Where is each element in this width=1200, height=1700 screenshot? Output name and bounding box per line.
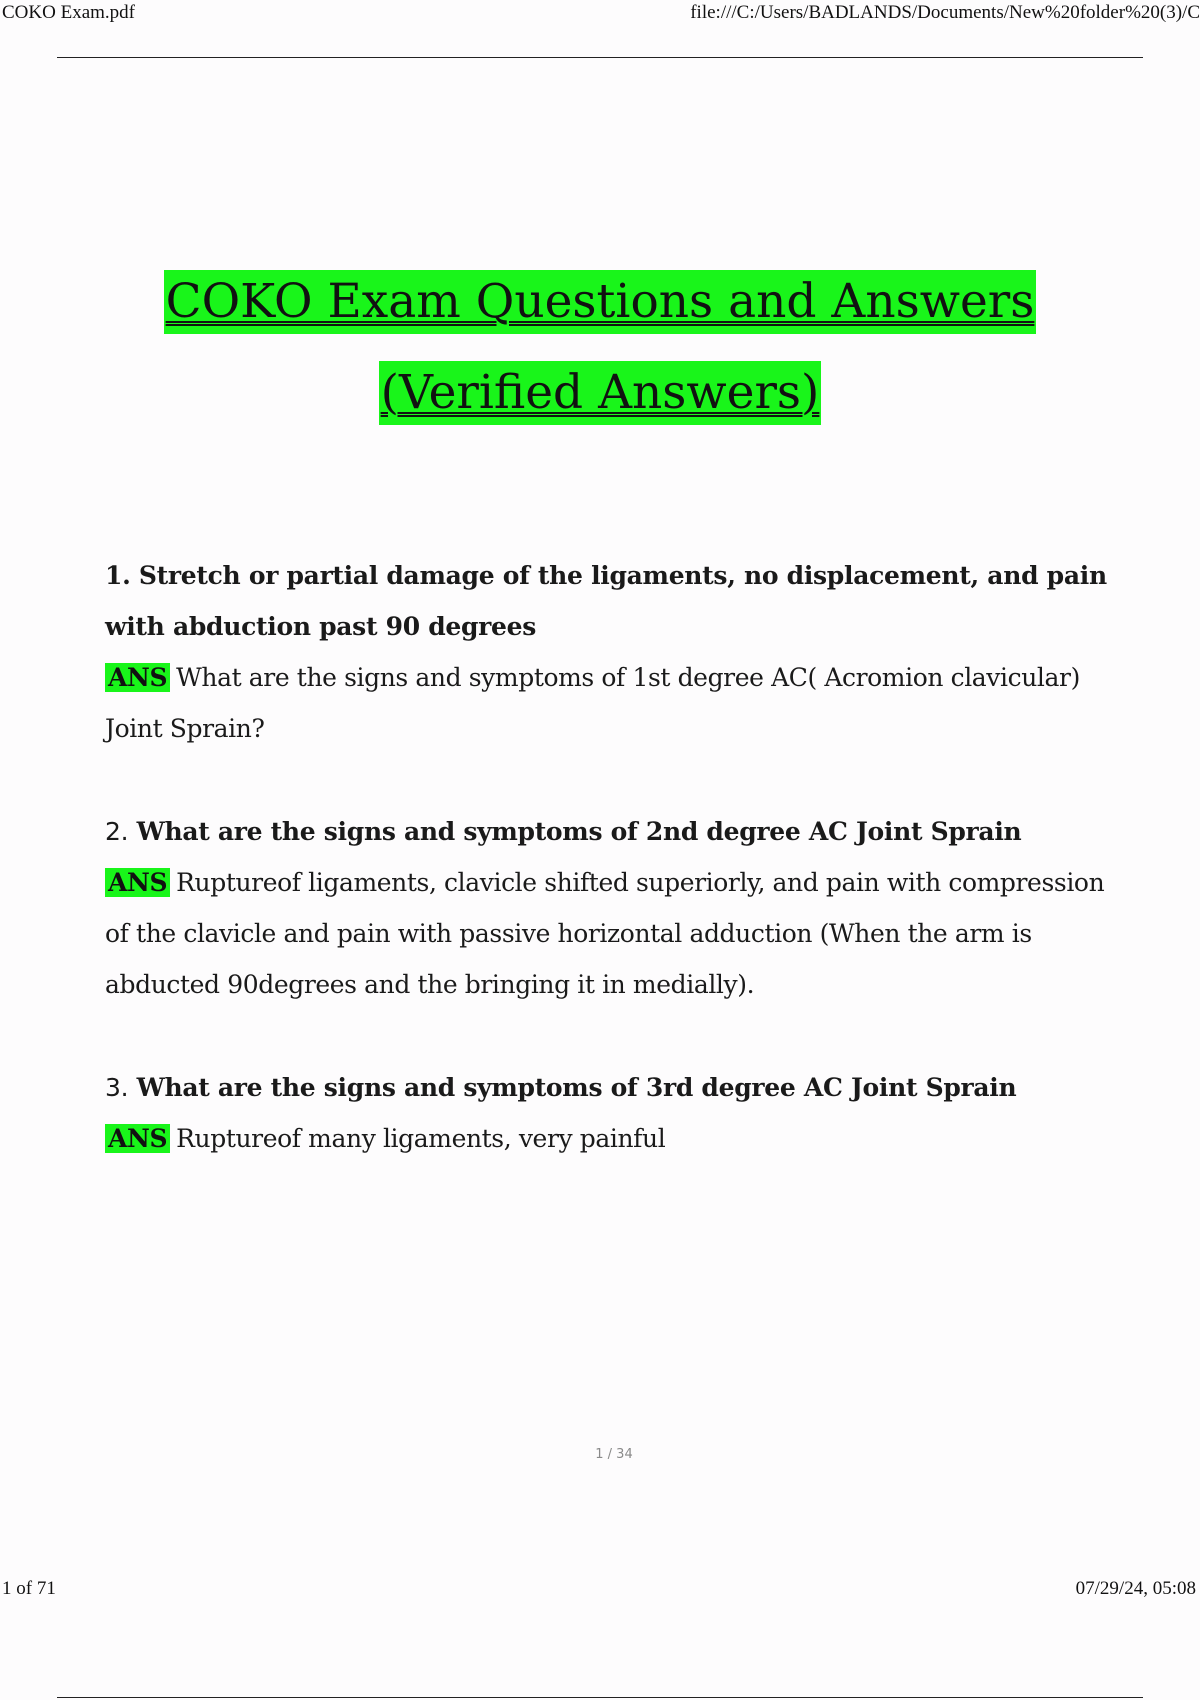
question-text: What are the signs and symptoms of 3rd degree AC Joint Sprain: [136, 1073, 1017, 1102]
print-doc-title: COKO Exam.pdf: [2, 2, 135, 23]
answer-text: What are the signs and symptoms of 1st degree AC( Acromion clavicular) Joint Sprain?: [105, 663, 1080, 743]
ans-label: ANS: [105, 868, 170, 897]
header-divider: [57, 57, 1143, 58]
question-text: What are the signs and symptoms of 2nd degree AC Joint Sprain: [136, 817, 1022, 846]
question-text: Stretch or partial damage of the ligaments, no displacement, and pain with abduction past 90 degrees: [105, 561, 1107, 641]
answer-text: Ruptureof ligaments, clavicle shifted superiorly, and pain with compression of the clavicle and pain with passive horizontal adduction (When the arm is abducted 90degrees and the bringing it in medially).: [105, 868, 1105, 999]
ans-label: ANS: [105, 663, 170, 692]
qa-list: [105, 550, 1125, 1216]
footer-divider: [57, 1697, 1143, 1698]
answer: [105, 857, 1125, 1010]
qa-item-1: [105, 550, 1125, 754]
page-marker: 1 / 34: [595, 1447, 633, 1462]
answer: [105, 1113, 1125, 1164]
print-header: [0, 0, 1200, 26]
question-number: 1.: [105, 561, 131, 590]
answer: [105, 652, 1125, 754]
title-line-2: (Verified Answers): [379, 361, 822, 425]
question: [105, 806, 1125, 857]
print-footer: [0, 1576, 1200, 1602]
question: [105, 550, 1125, 652]
title-line-1: COKO Exam Questions and Answers: [164, 270, 1037, 334]
ans-label: ANS: [105, 1124, 170, 1153]
question-number: 2.: [105, 817, 129, 846]
print-timestamp: 07/29/24, 05:08: [1075, 1578, 1196, 1599]
print-url: file:///C:/Users/BADLANDS/Documents/New%20folder%20(3)/C: [690, 2, 1200, 23]
qa-item-3: [105, 1062, 1125, 1164]
document-title: [0, 270, 1200, 425]
question: [105, 1062, 1125, 1113]
qa-item-2: [105, 806, 1125, 1010]
question-number: 3.: [105, 1073, 129, 1102]
print-page-count: 1 of 71: [2, 1578, 56, 1599]
answer-text: Ruptureof many ligaments, very painful: [176, 1124, 666, 1153]
